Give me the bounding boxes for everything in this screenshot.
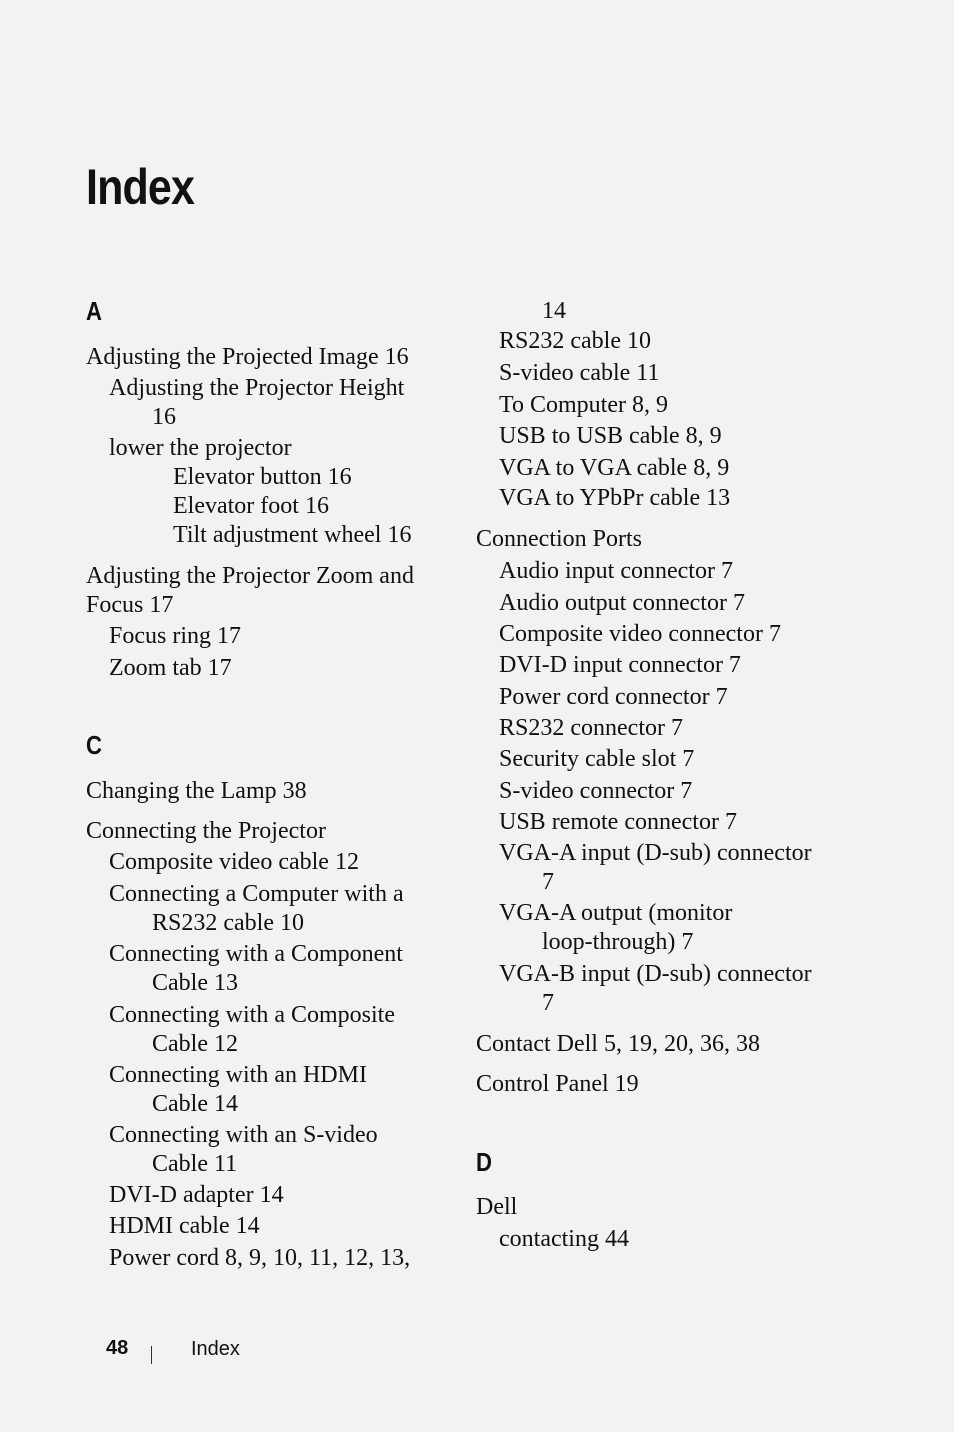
index-entry: Elevator button 16 bbox=[173, 464, 352, 490]
index-entry: Elevator foot 16 bbox=[173, 493, 329, 519]
index-entry: USB remote connector 7 bbox=[499, 809, 737, 835]
index-entry-continuation: RS232 cable 10 bbox=[152, 910, 304, 936]
index-entry: Adjusting the Projected Image 16 bbox=[86, 344, 409, 370]
index-entry-continuation: 14 bbox=[542, 298, 566, 324]
index-entry-continuation: 7 bbox=[542, 990, 554, 1016]
index-entry-continuation: loop-through) 7 bbox=[542, 929, 694, 955]
index-entry: Security cable slot 7 bbox=[499, 746, 695, 772]
index-entry: Control Panel 19 bbox=[476, 1071, 639, 1097]
index-entry: VGA-B input (D-sub) connector bbox=[499, 961, 812, 987]
footer-divider bbox=[151, 1346, 152, 1364]
index-entry: S-video cable 11 bbox=[499, 360, 660, 386]
index-entry: Adjusting the Projector Height bbox=[109, 375, 405, 401]
index-entry: Power cord connector 7 bbox=[499, 684, 728, 710]
index-entry: VGA to YPbPr cable 13 bbox=[499, 485, 731, 511]
index-entry: VGA-A output (monitor bbox=[499, 900, 733, 926]
index-entry-continuation: Focus 17 bbox=[86, 592, 174, 618]
index-entry: Contact Dell 5, 19, 20, 36, 38 bbox=[476, 1031, 760, 1057]
index-entry-continuation: Cable 11 bbox=[152, 1151, 238, 1177]
index-entry-continuation: Cable 13 bbox=[152, 970, 238, 996]
index-entry: HDMI cable 14 bbox=[109, 1213, 260, 1239]
index-entry: Dell bbox=[476, 1194, 518, 1220]
index-entry: To Computer 8, 9 bbox=[499, 392, 668, 418]
index-entry: Connecting with a Composite bbox=[109, 1002, 395, 1028]
index-entry: RS232 cable 10 bbox=[499, 328, 651, 354]
index-entry: Audio output connector 7 bbox=[499, 590, 745, 616]
index-entry: Connecting a Computer with a bbox=[109, 881, 404, 907]
index-entry: RS232 connector 7 bbox=[499, 715, 683, 741]
index-entry-continuation: Cable 14 bbox=[152, 1091, 238, 1117]
index-entry: Connecting with a Component bbox=[109, 941, 403, 967]
index-entry: Connecting the Projector bbox=[86, 818, 326, 844]
index-entry: Connection Ports bbox=[476, 526, 642, 552]
page-title: Index bbox=[86, 159, 195, 215]
index-entry: Tilt adjustment wheel 16 bbox=[173, 522, 412, 548]
index-entry-continuation: Cable 12 bbox=[152, 1031, 238, 1057]
index-entry: Adjusting the Projector Zoom and bbox=[86, 563, 414, 589]
index-entry: Composite video cable 12 bbox=[109, 849, 359, 875]
footer-section-label: Index bbox=[191, 1338, 240, 1360]
index-section-letter: D bbox=[476, 1147, 492, 1177]
index-entry: Connecting with an HDMI bbox=[109, 1062, 367, 1088]
index-entry: USB to USB cable 8, 9 bbox=[499, 423, 722, 449]
index-section-letter: A bbox=[86, 296, 102, 326]
index-entry: Composite video connector 7 bbox=[499, 621, 781, 647]
page-number: 48 bbox=[106, 1337, 129, 1359]
index-entry: S-video connector 7 bbox=[499, 778, 693, 804]
index-entry: DVI-D adapter 14 bbox=[109, 1182, 284, 1208]
index-entry: Focus ring 17 bbox=[109, 623, 241, 649]
index-entry: Connecting with an S-video bbox=[109, 1122, 378, 1148]
index-entry: VGA-A input (D-sub) connector bbox=[499, 840, 812, 866]
index-entry: contacting 44 bbox=[499, 1226, 629, 1252]
index-entry: Changing the Lamp 38 bbox=[86, 778, 307, 804]
index-entry: Power cord 8, 9, 10, 11, 12, 13, bbox=[109, 1245, 411, 1271]
index-entry-continuation: 16 bbox=[152, 404, 176, 430]
index-entry: Audio input connector 7 bbox=[499, 558, 733, 584]
index-entry: VGA to VGA cable 8, 9 bbox=[499, 455, 730, 481]
index-section-letter: C bbox=[86, 730, 102, 760]
index-entry: lower the projector bbox=[109, 435, 292, 461]
index-entry: DVI-D input connector 7 bbox=[499, 652, 741, 678]
index-entry: Zoom tab 17 bbox=[109, 655, 232, 681]
index-entry-continuation: 7 bbox=[542, 869, 554, 895]
